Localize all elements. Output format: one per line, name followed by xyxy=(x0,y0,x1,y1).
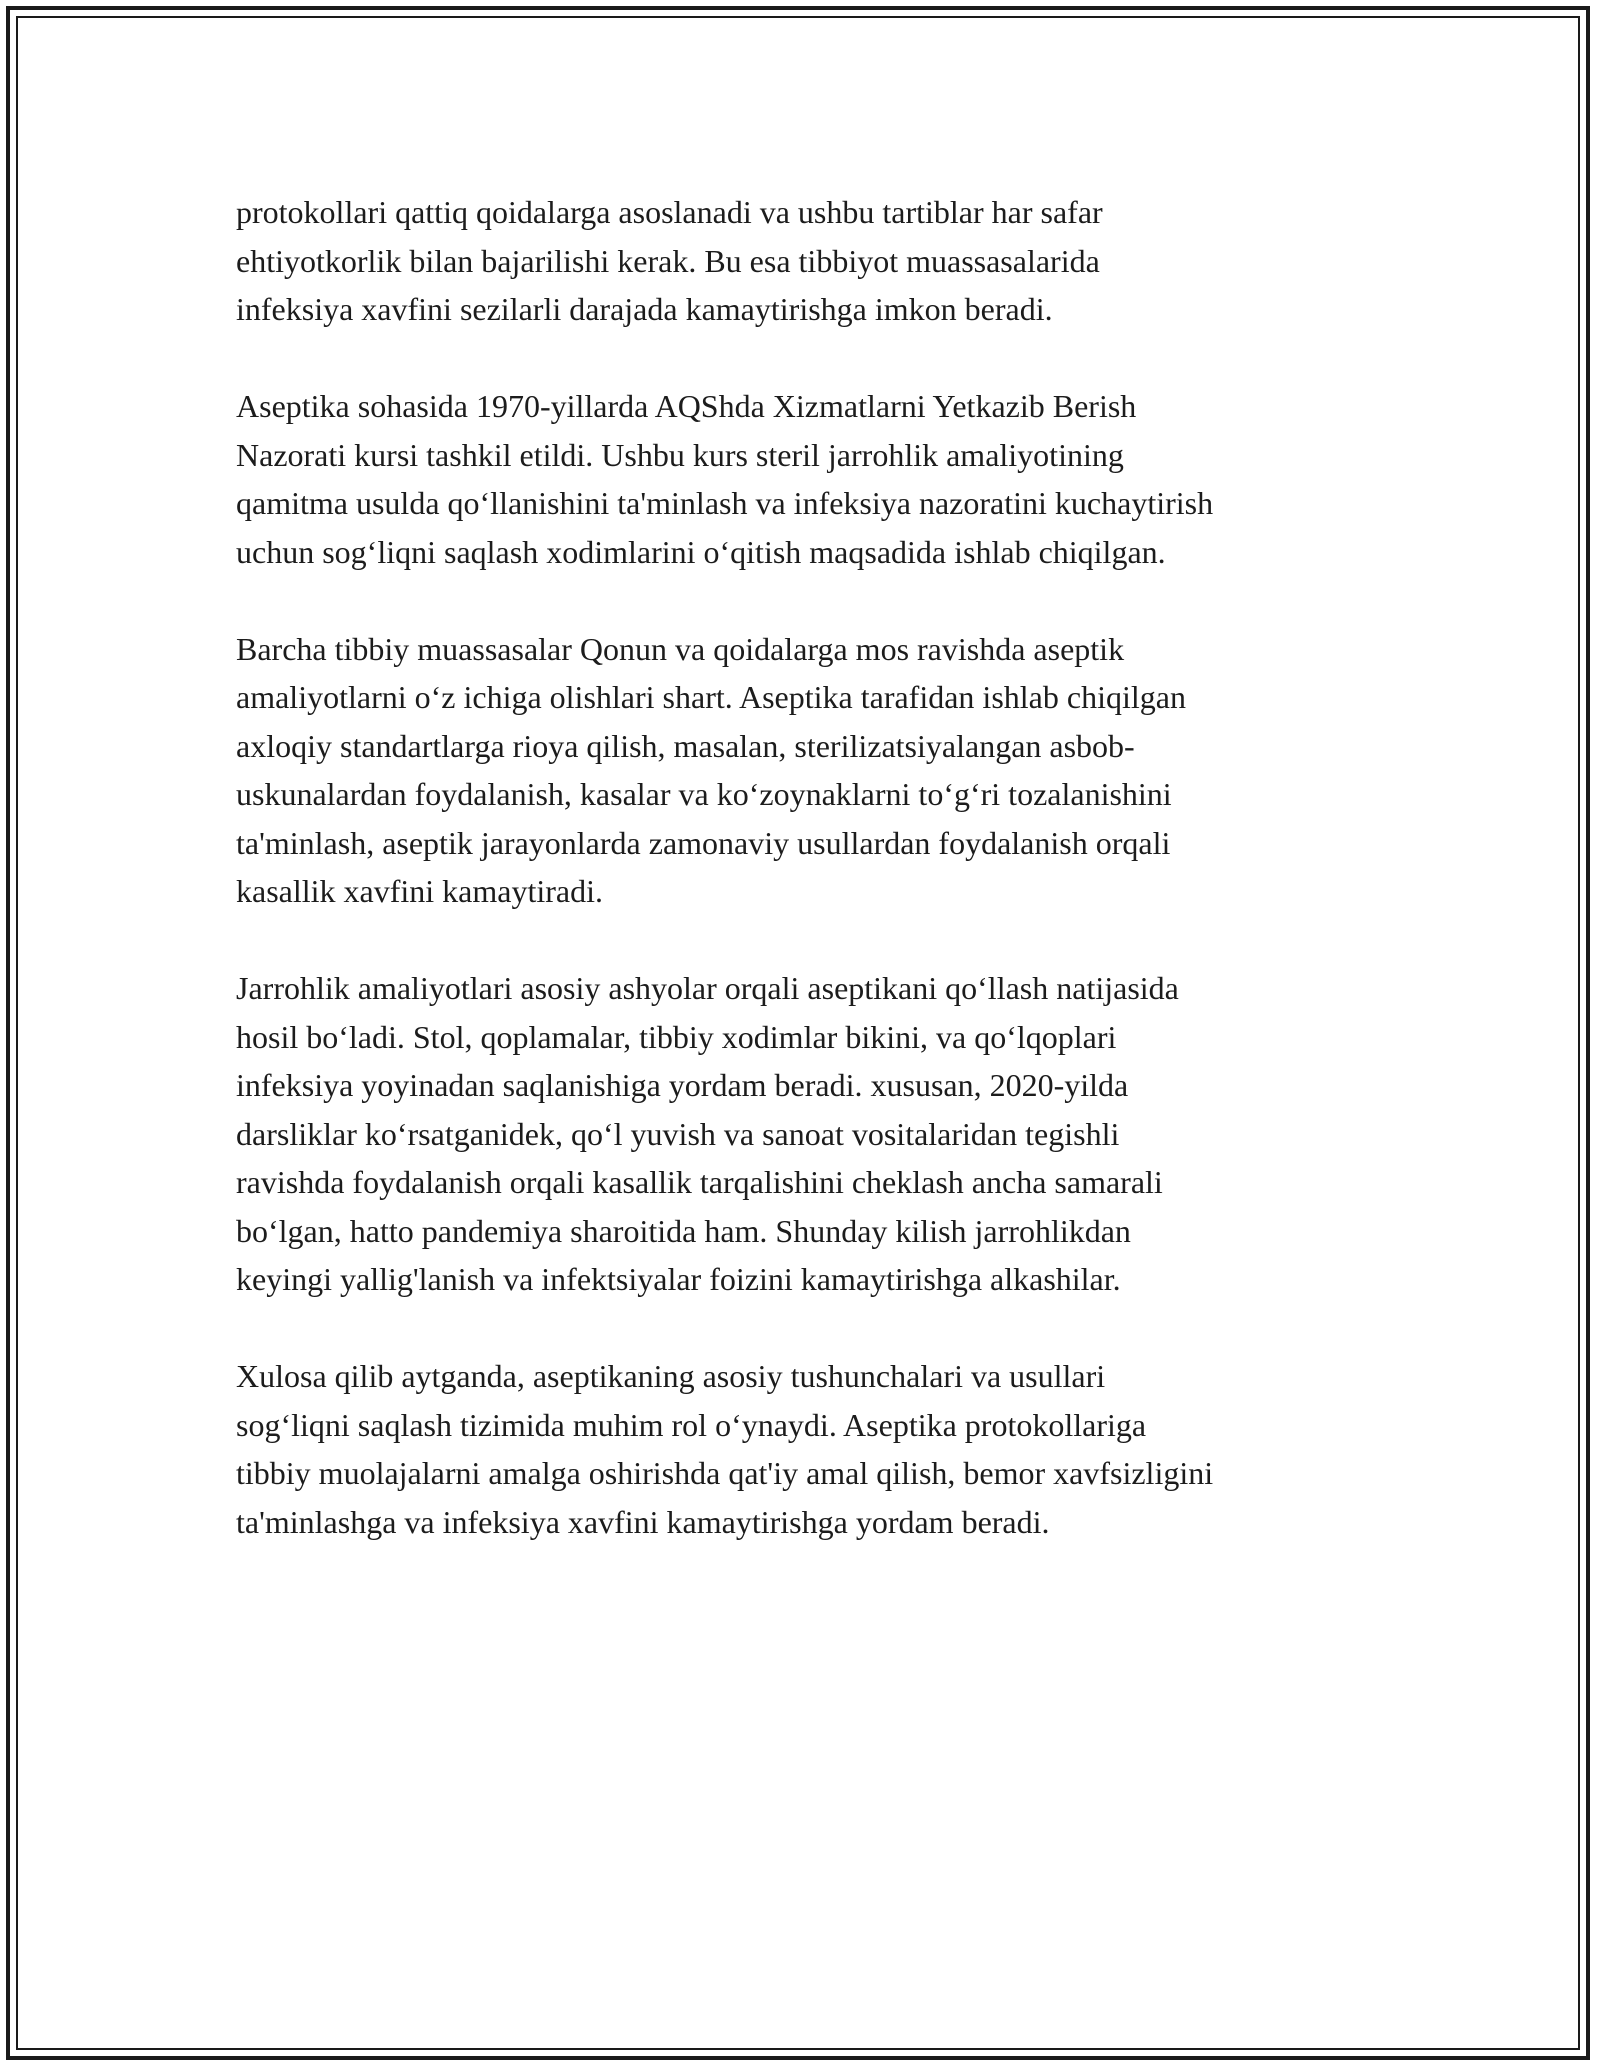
paragraph-conclusion: Xulosa qilib aytganda, aseptikaning asosiy tushunchalari va usullari sog‘liqni saqlash tizimida muhim rol o‘ynaydi. Aseptika protokollariga tibbiy muolajalarni amalga oshirishda qat'iy amal qilish, bemor xavfsizligini ta'minlashga va infeksiya xavfini kamaytirishga yordam beradi. xyxy=(236,1358,1214,1540)
paragraph-protocols: protokollari qattiq qoidalarga asoslanadi va ushbu tartiblar har safar ehtiyotkorlik bilan bajarilishi kerak. Bu esa tibbiyot muassasalarida infeksiya xavfini sezilarli darajada kamaytirishga imkon beradi. xyxy=(236,194,1103,327)
paragraph-medical-institutions: Barcha tibbiy muassasalar Qonun va qoidalarga mos ravishda aseptik amaliyotlarni o‘z ichiga olishlari shart. Aseptika tarafidan ishlab chiqilgan axloqiy standartlarga rioya qilish, masalan, sterilizatsiyalangan asbob- uskunalardan foydalanish, kasalar va ko‘zoynaklarni to‘g‘ri tozalanishini ta'minlash, aseptik jarayonlarda zamonaviy usullardan foydalanish orqali kasallik xavfini kamaytiradi. xyxy=(236,630,1186,909)
paragraph-surgical-practice: Jarrohlik amaliyotlari asosiy ashyolar orqali aseptikani qo‘llash natijasida hosil bo‘ladi. Stol, qoplamalar, tibbiy xodimlar bikini, va qo‘lqoplari infeksiya yoyinadan saqlanishiga yordam beradi. xususan, 2020-yilda darsliklar ko‘rsatganidek, qo‘l yuvish va sanoat vositalaridan tegishli ravishda foydalanish orqali kasallik tarqalishini cheklash ancha samarali bo‘lgan, hatto pandemiya sharoitida ham. Shunday kilish jarrohlikdan keyingi yallig'lanish va infektsiyalar foizini kamaytirishga alkashilar. xyxy=(236,970,1179,1297)
paragraph-course-history: Aseptika sohasida 1970-yillarda AQShda Xizmatlarni Yetkazib Berish Nazorati kursi tashkil etildi. Ushbu kurs steril jarrohlik amaliyotining qamitma usulda qo‘llanishini ta'minlash va infeksiya nazoratini kuchaytirish uchun sog‘liqni saqlash xodimlarini o‘qitish maqsadida ishlab chiqilgan. xyxy=(236,388,1214,570)
document-body xyxy=(236,188,1376,1595)
